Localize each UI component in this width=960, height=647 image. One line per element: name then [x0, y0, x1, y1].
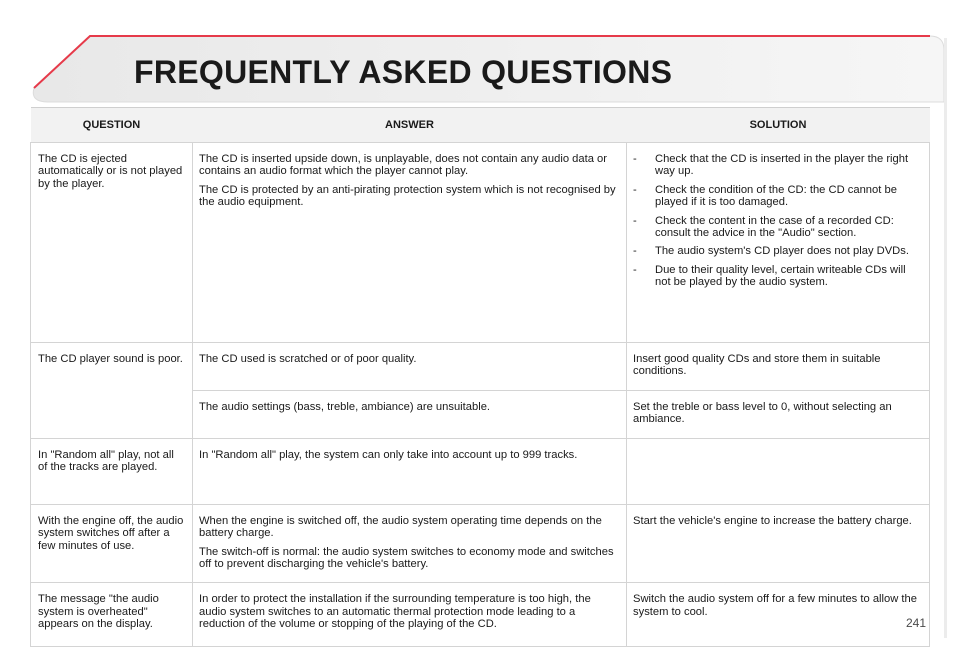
solution-list-item	[633, 215, 923, 240]
header-question: QUESTION	[31, 108, 193, 143]
solution-cell	[627, 438, 930, 504]
solution-cell	[627, 143, 930, 343]
list-dash: -	[633, 183, 637, 196]
solution-text: Check the content in the case of a recorded CD: consult the advice in the "Audio" section.	[655, 214, 894, 240]
table-row	[31, 391, 930, 439]
solution-text: Check the condition of the CD: the CD cannot be played if it is too damaged.	[655, 183, 897, 209]
list-dash: -	[633, 245, 637, 258]
answer-text: The CD is protected by an anti-pirating protection system which is not recognised by the audio equipment.	[199, 183, 616, 209]
page-title: FREQUENTLY ASKED QUESTIONS	[134, 54, 673, 90]
solution-cell: Switch the audio system off for a few minutes to allow the system to cool.	[627, 583, 930, 647]
header-answer: ANSWER	[193, 108, 627, 143]
solution-list-item	[633, 184, 923, 209]
answer-cell	[193, 504, 627, 583]
answer-text: In order to protect the installation if the surrounding temperature is too high, the audio system switches to an automatic thermal protection mode leading to a reduction of the volume or stopping of the playing of the CD.	[199, 593, 591, 631]
solution-cell: Insert good quality CDs and store them in suitable conditions.	[627, 343, 930, 391]
answer-text: The audio settings (bass, treble, ambiance) are unsuitable.	[199, 401, 491, 413]
solution-list-item	[633, 245, 923, 257]
list-dash: -	[633, 214, 637, 227]
question-cell: In "Random all" play, not all of the tracks are played.	[31, 438, 193, 504]
answer-cell	[193, 343, 627, 391]
question-cell	[31, 391, 193, 439]
answer-text: The CD is inserted upside down, is unplayable, does not contain any audio data or contains an audio format which the player cannot play.	[199, 153, 607, 178]
page-edge-rule	[944, 38, 947, 638]
table-row	[31, 583, 930, 647]
answer-text: In "Random all" play, the system can only take into account up to 999 tracks.	[199, 448, 578, 461]
question-cell: With the engine off, the audio system switches off after a few minutes of use.	[31, 504, 193, 583]
list-dash: -	[633, 153, 637, 165]
question-cell: The message "the audio system is overheated" appears on the display.	[31, 583, 193, 647]
table-header-row	[31, 108, 930, 143]
answer-cell	[193, 438, 627, 504]
question-cell: The CD player sound is poor.	[31, 343, 193, 391]
table-row	[31, 343, 930, 391]
solution-text: Due to their quality level, certain writeable CDs will not be played by the audio system.	[655, 263, 906, 289]
table-row	[31, 504, 930, 583]
header-solution: SOLUTION	[627, 108, 930, 143]
solution-text: Check that the CD is inserted in the player the right way up.	[655, 153, 909, 178]
solution-list-item	[633, 264, 923, 289]
solution-cell: Start the vehicle's engine to increase the battery charge.	[627, 504, 930, 583]
answer-cell	[193, 391, 627, 439]
table-row	[31, 143, 930, 343]
answer-cell	[193, 583, 627, 647]
solution-text: The audio system's CD player does not play DVDs.	[655, 245, 909, 258]
list-dash: -	[633, 263, 637, 276]
answer-text: When the engine is switched off, the audio system operating time depends on the battery charge.	[199, 514, 602, 540]
answer-text: The CD used is scratched or of poor quality.	[199, 353, 417, 365]
solution-list-item	[633, 153, 923, 178]
page-number: 241	[906, 616, 927, 630]
answer-cell	[193, 143, 627, 343]
faq-table	[30, 107, 930, 647]
answer-text: The switch-off is normal: the audio system switches to economy mode and switches off to prevent discharging the vehicle's battery.	[199, 545, 614, 571]
solution-cell: Set the treble or bass level to 0, without selecting an ambiance.	[627, 391, 930, 439]
table-row	[31, 438, 930, 504]
question-cell: The CD is ejected automatically or is not played by the player.	[31, 143, 193, 343]
